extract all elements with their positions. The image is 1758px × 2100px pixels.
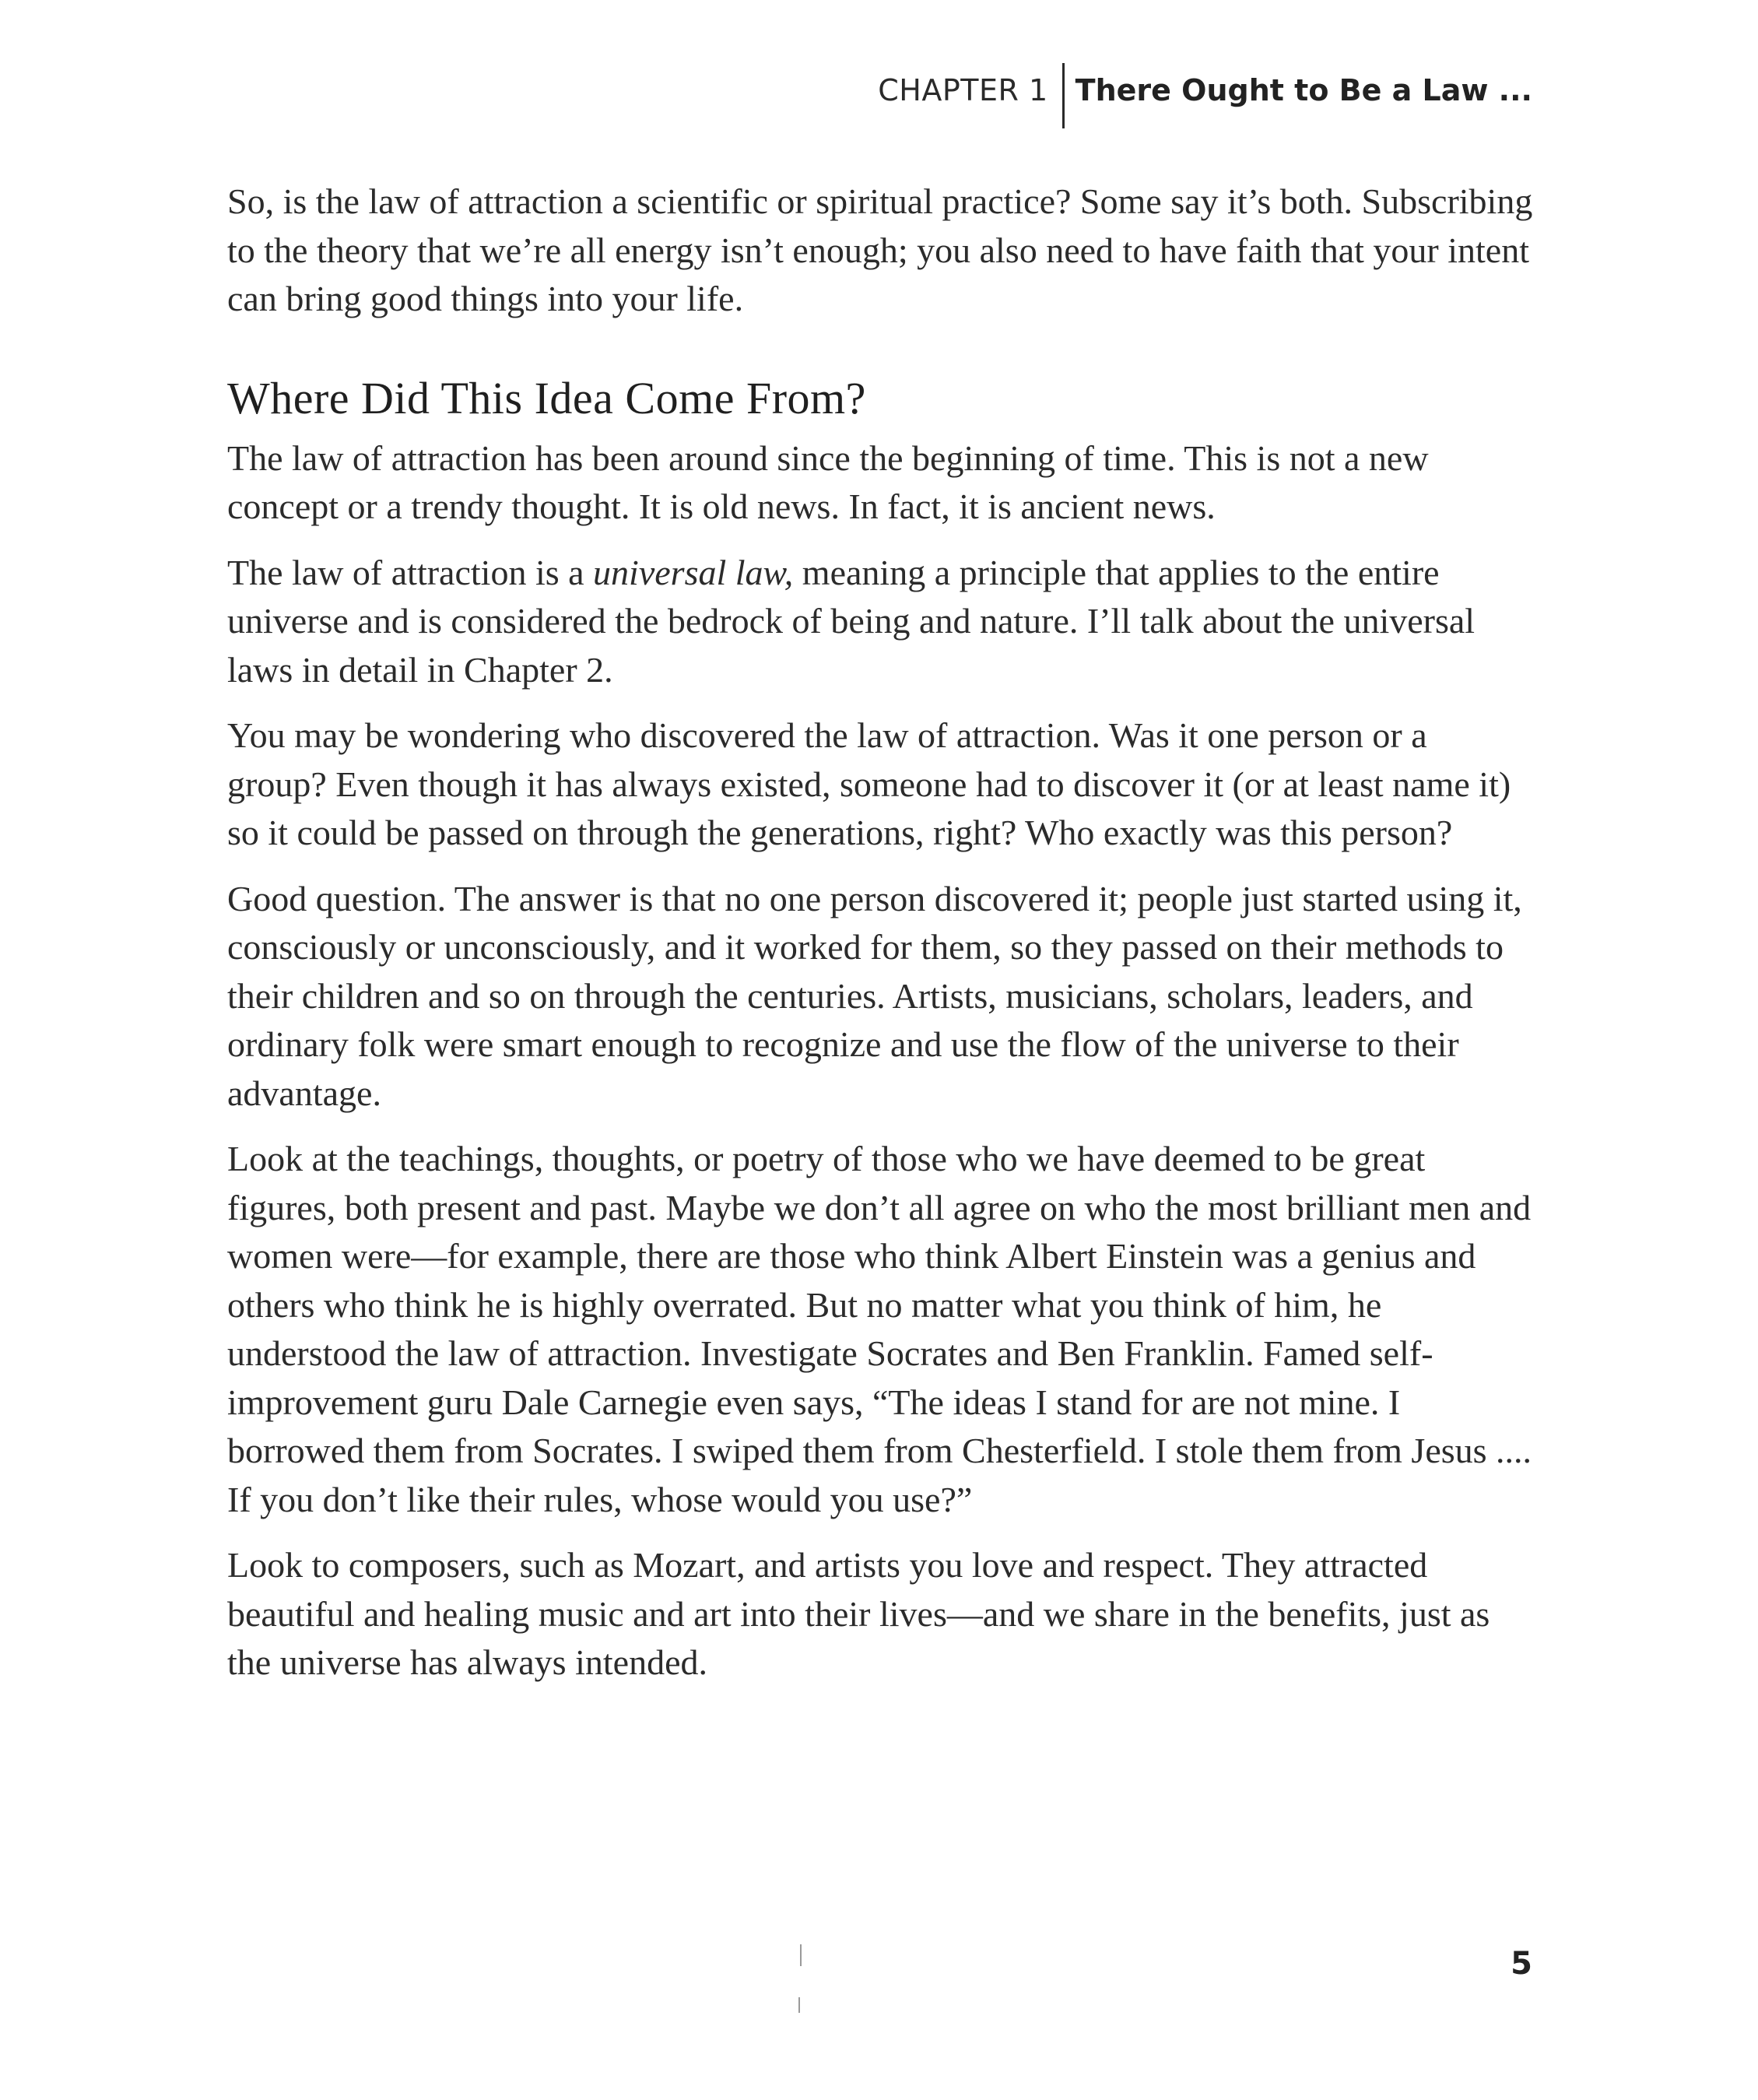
scan-artifact-line [800, 1944, 802, 1966]
scan-artifact-line [798, 1997, 800, 2013]
intro-paragraph: So, is the law of attraction a scientific or spiritual practice? Some say it’s both. Subscribing to the theory that we’re all energy isn’t enough; you also need to have faith that your intent can bring good things into your life. [227, 181, 1533, 318]
universal-law-term: universal law, [593, 552, 794, 592]
page-body [227, 177, 1535, 1705]
chapter-label: CHAPTER 1 [878, 73, 1048, 107]
section-paragraph-4: Good question. The answer is that no one person discovered it; people just started using it, consciously or unconsciously, and it worked for them, so they passed on their methods to their children and so on through the centuries. Artists, musicians, scholars, leaders, and ordinary folk were smart enough to recognize and use the flow of the universe to their advantage. [227, 878, 1522, 1113]
section-paragraph-1: The law of attraction has been around since the beginning of time. This is not a new concept or a trendy thought. It is old news. In fact, it is ancient news. [227, 437, 1429, 526]
page-number: 5 [1511, 1946, 1532, 1982]
section-paragraph-5: Look at the teachings, thoughts, or poetry of those who we have deemed to be great figures, both present and past. Maybe we don’t all agree on who the most brilliant men and women were—for example, there are those who think Albert Einstein was a genius and others who think he is highly overrated. But no matter what you think of him, he understood the law of attraction. Investigate Socrates and Ben Franklin. Famed self-improvement guru Dale Carnegie even says, “The ideas I stand for are not mine. I borrowed them from Socrates. I swiped them from Chesterfield. I stole them from Jesus .... If you don’t like their rules, whose would you use?” [227, 1139, 1532, 1519]
chapter-title: There Ought to Be a Law ... [1075, 73, 1532, 107]
paragraph-2-text-before: The law of attraction is a [227, 552, 594, 592]
section-heading: Where Did This Idea Come From? [227, 372, 866, 423]
section-paragraph-2 [227, 549, 1535, 695]
running-head [878, 67, 1532, 114]
section-paragraph-6: Look to composers, such as Mozart, and artists you love and respect. They attracted beautiful and healing music and art into their lives—and we share in the benefits, just as the universe has always intended. [227, 1545, 1490, 1682]
paragraph-2-text-after: meaning a principle that applies to the entire universe and is considered the bedrock of being and nature. I’ll talk about the universal laws in detail in Chapter 2. [227, 552, 1476, 690]
section-paragraph-3: You may be wondering who discovered the law of attraction. Was it one person or a group? Even though it has always existed, someone had to discover it (or at least name it) so it could be passed on through the generations, right? Who exactly was this person? [227, 715, 1511, 852]
